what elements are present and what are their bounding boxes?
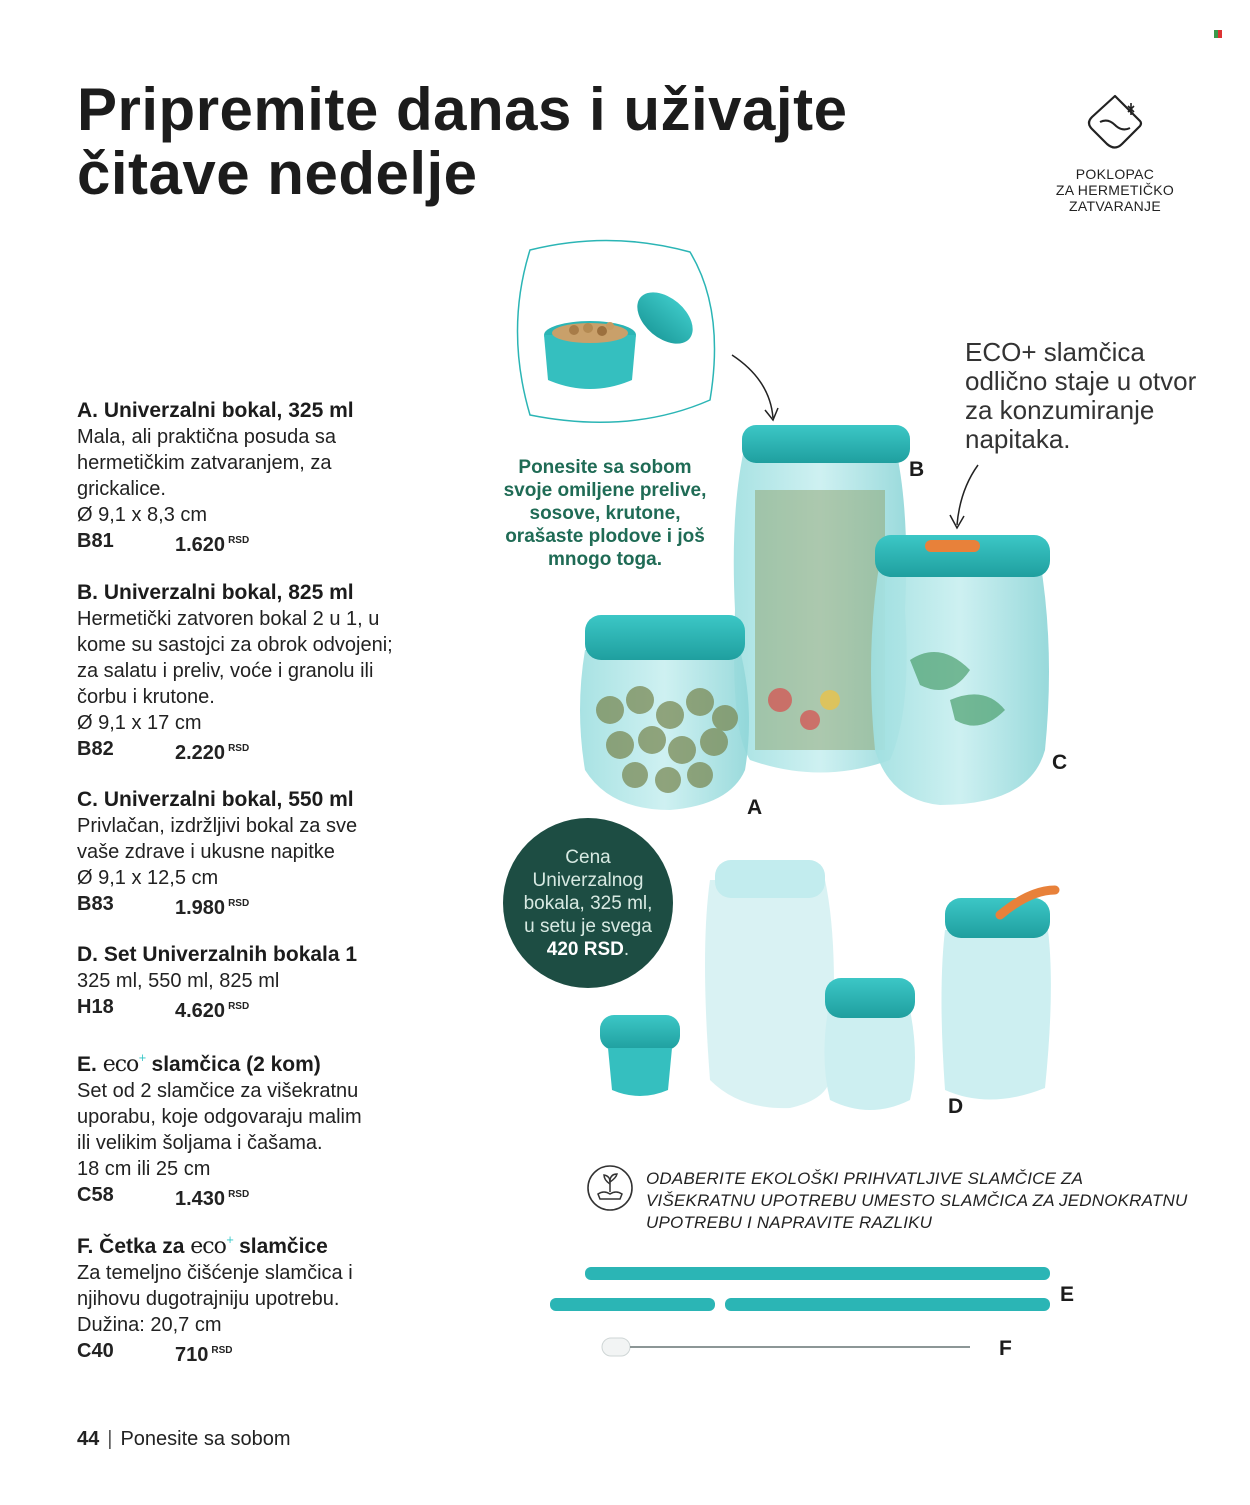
title-line-1: Pripremite danas i uživajte xyxy=(77,76,848,143)
product-price xyxy=(175,1338,233,1368)
eco-hands-plant-icon xyxy=(586,1164,634,1212)
description-line: ili velikim šoljama i čašama. xyxy=(77,1132,323,1154)
page-title xyxy=(77,78,977,206)
product-description xyxy=(77,424,457,502)
product-name xyxy=(77,1046,457,1078)
product-description xyxy=(77,813,457,865)
product-code: B82 xyxy=(77,738,114,760)
callout-line: mnogo toga. xyxy=(548,549,662,570)
price-row xyxy=(77,528,457,558)
label-b: B xyxy=(909,458,925,481)
label-d: D xyxy=(948,1095,964,1118)
sealed-lid-icon xyxy=(1084,92,1146,154)
price-circle-price-row xyxy=(503,938,673,961)
price-circle-line: Cena xyxy=(565,846,611,868)
description-line: Za temeljno čišćenje slamčica i xyxy=(77,1262,353,1284)
product-e xyxy=(77,1046,457,1212)
eco-logo-text: eco xyxy=(190,1234,226,1259)
product-price xyxy=(175,1182,249,1212)
jar-c xyxy=(871,535,1050,805)
product-name: D. Set Univerzalnih bokala 1 xyxy=(77,943,358,966)
product-name: A. Univerzalni bokal, 325 ml xyxy=(77,399,354,422)
lid-badge-line: POKLOPAC xyxy=(1075,166,1155,182)
callout-eco-straw xyxy=(965,338,1235,454)
description-line: vaše zdrave i ukusne napitke xyxy=(77,841,335,863)
description-line: za salatu i preliv, voće i granolu ili xyxy=(77,660,374,682)
description-line: hermetičkim zatvaranjem, za xyxy=(77,452,332,474)
callout-line: ECO+ slamčica xyxy=(965,337,1145,367)
page-footer xyxy=(77,1428,291,1451)
description-line: grickalice. xyxy=(77,478,166,500)
product-size: 325 ml, 550 ml, 825 ml xyxy=(77,970,280,992)
price-circle-line: Univerzalnog xyxy=(532,869,644,891)
price-circle-tail: . xyxy=(623,938,630,960)
product-description xyxy=(77,1260,457,1312)
product-d xyxy=(77,942,457,1024)
price-row xyxy=(77,1338,457,1368)
lid-badge-text xyxy=(1040,166,1190,214)
callout-line: svoje omiljene prelive, xyxy=(503,480,707,501)
price-circle xyxy=(503,818,673,988)
currency: RSD xyxy=(228,743,250,754)
name-suffix: slamčica (2 kom) xyxy=(151,1053,321,1076)
callout-line: orašaste plodove i još xyxy=(505,526,705,547)
description-line: Set od 2 slamčice za višekratnu xyxy=(77,1080,359,1102)
eco-logo xyxy=(103,1052,146,1077)
label-a: A xyxy=(747,796,763,819)
arrow-to-jar-c xyxy=(957,465,978,525)
price-value: 1.430 xyxy=(175,1188,226,1210)
price-circle-line: u setu je svega xyxy=(524,915,652,937)
name-prefix: E. xyxy=(77,1053,97,1076)
callout-line: Ponesite sa sobom xyxy=(518,457,692,478)
lid-badge xyxy=(1040,92,1190,214)
price-value: 4.620 xyxy=(175,1000,226,1022)
product-code: B83 xyxy=(77,893,114,915)
price-value: 1.620 xyxy=(175,534,226,556)
label-e: E xyxy=(1060,1283,1075,1306)
eco-plus-icon: + xyxy=(138,1053,146,1064)
price-value: 710 xyxy=(175,1344,209,1366)
currency: RSD xyxy=(211,1345,233,1356)
product-size: Ø 9,1 x 17 cm xyxy=(77,712,202,734)
currency: RSD xyxy=(228,535,250,546)
label-c: C xyxy=(1052,751,1068,774)
lid-badge-line: ZATVARANJE xyxy=(1069,198,1161,214)
product-description xyxy=(77,606,457,710)
product-a xyxy=(77,398,457,558)
inset-small-jar xyxy=(518,240,715,422)
eco-note-line: ODABERITE EKOLOŠKI PRIHVATLJIVE SLAMČICE ZA xyxy=(646,1169,1084,1188)
description-line: Hermetički zatvoren bokal 2 u 1, u xyxy=(77,608,380,630)
product-c xyxy=(77,787,457,921)
eco-plus-icon: + xyxy=(225,1235,234,1246)
callout-line: napitaka. xyxy=(965,424,1071,454)
callout-line: odlično staje u otvor xyxy=(965,366,1197,396)
product-code: C40 xyxy=(77,1340,114,1362)
callout-line: za konzumiranje xyxy=(965,395,1155,425)
product-name xyxy=(77,1228,457,1260)
description-line: njihovu dugotrajniju upotrebu. xyxy=(77,1288,340,1310)
price-value: 2.220 xyxy=(175,742,226,764)
page-number: 44 xyxy=(77,1428,100,1450)
product-size: Ø 9,1 x 8,3 cm xyxy=(77,504,208,526)
description-line: Privlačan, izdržljivi bokal za sve xyxy=(77,815,358,837)
product-size: Ø 9,1 x 12,5 cm xyxy=(77,867,219,889)
section-name: Ponesite sa sobom xyxy=(120,1428,291,1450)
product-size: 18 cm ili 25 cm xyxy=(77,1158,211,1180)
eco-note-line: VIŠEKRATNU UPOTREBU UMESTO SLAMČICA ZA JEDNOKRATNU xyxy=(646,1191,1188,1210)
name-prefix: F. Četka za xyxy=(77,1235,185,1258)
product-name: C. Univerzalni bokal, 550 ml xyxy=(77,788,354,811)
eco-logo xyxy=(190,1234,233,1259)
eco-note xyxy=(646,1168,1216,1234)
price-row xyxy=(77,736,457,766)
footer-separator: | xyxy=(107,1428,113,1450)
product-code: B81 xyxy=(77,530,114,552)
price-row xyxy=(77,1182,457,1212)
product-size: Dužina: 20,7 cm xyxy=(77,1314,222,1336)
jar-a xyxy=(580,615,749,810)
description-line: uporabu, koje odgovaraju malim xyxy=(77,1106,362,1128)
product-name: B. Univerzalni bokal, 825 ml xyxy=(77,581,354,604)
brush-f xyxy=(602,1338,970,1356)
price-circle-line: bokala, 325 ml, xyxy=(523,892,653,914)
label-f: F xyxy=(999,1337,1012,1360)
callout-green xyxy=(480,456,730,571)
corner-marker-icon xyxy=(1214,30,1222,38)
currency: RSD xyxy=(228,1189,250,1200)
currency: RSD xyxy=(228,1001,250,1012)
product-f xyxy=(77,1228,457,1368)
eco-logo-text: eco xyxy=(102,1052,139,1077)
description-line: čorbu i krutone. xyxy=(77,686,215,708)
description-line: Mala, ali praktična posuda sa xyxy=(77,426,337,448)
product-price xyxy=(175,994,249,1024)
product-price xyxy=(175,528,249,558)
price-row xyxy=(77,994,457,1024)
product-description xyxy=(77,1078,457,1156)
straws-e xyxy=(550,1267,1050,1311)
product-code: C58 xyxy=(77,1184,114,1206)
eco-note-line: UPOTREBU I NAPRAVITE RAZLIKU xyxy=(646,1213,933,1232)
description-line: kome su sastojci za obrok odvojeni; xyxy=(77,634,393,656)
product-b xyxy=(77,580,457,766)
product-price xyxy=(175,891,249,921)
price-value: 1.980 xyxy=(175,897,226,919)
lid-badge-line: ZA HERMETIČKO xyxy=(1055,182,1175,198)
price-circle-price: 420 RSD xyxy=(546,938,624,960)
currency: RSD xyxy=(228,898,250,909)
product-code: H18 xyxy=(77,996,114,1018)
callout-line: sosove, krutone, xyxy=(529,503,681,524)
arrow-to-jar-b xyxy=(732,355,773,418)
product-price xyxy=(175,736,249,766)
title-line-2: čitave nedelje xyxy=(77,140,478,207)
price-row xyxy=(77,891,457,921)
name-suffix: slamčice xyxy=(239,1235,328,1258)
